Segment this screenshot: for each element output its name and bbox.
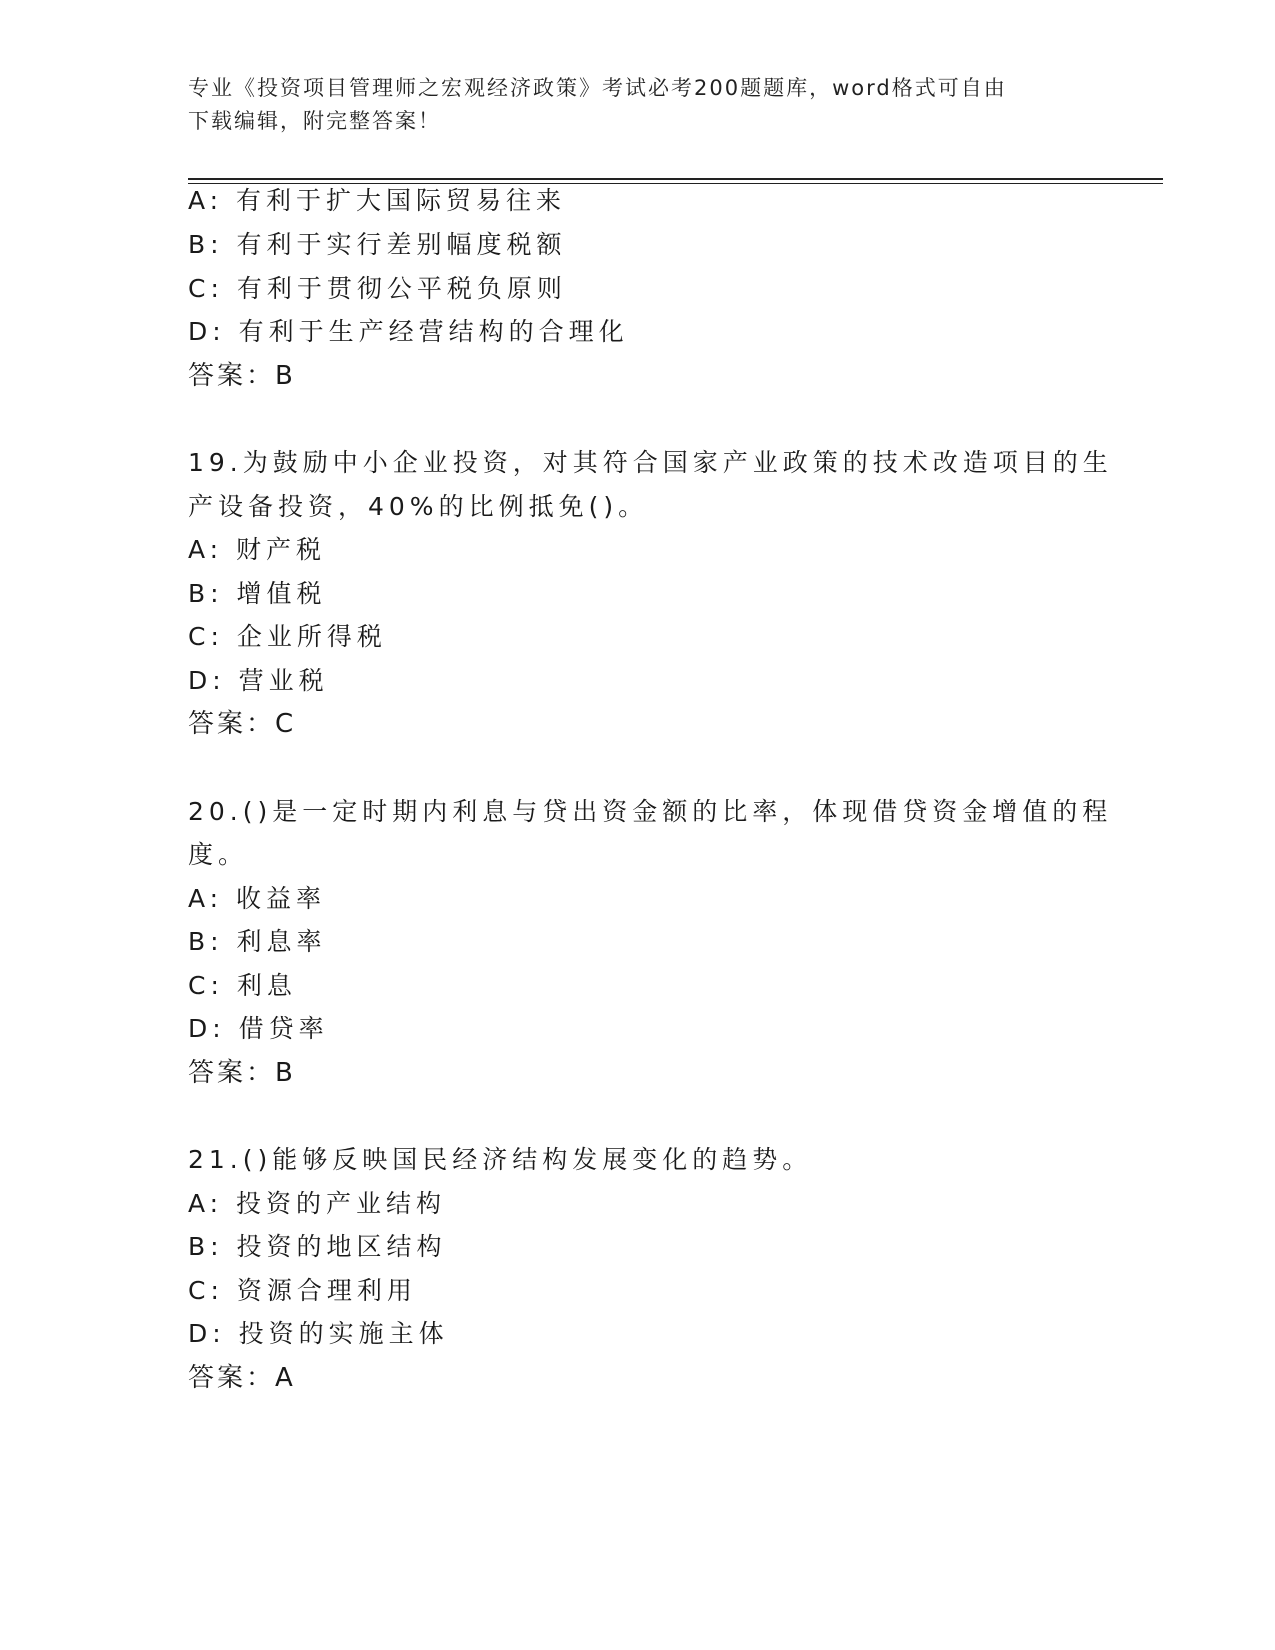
q21-option-d: D: 投资的实施主体 <box>188 1319 449 1348</box>
q18-answer: 答案：B <box>188 361 296 391</box>
q19-answer: 答案：C <box>188 709 297 739</box>
q20-answer: 答案：B <box>188 1058 296 1088</box>
q21-option-c: C: 资源合理利用 <box>188 1276 417 1305</box>
q18-option-c: C: 有利于贯彻公平税负原则 <box>188 274 567 303</box>
q18-option-d: D: 有利于生产经营结构的合理化 <box>188 317 629 346</box>
q19-stem-line-1: 19.为鼓励中小企业投资，对其符合国家产业政策的技术改造项目的生 <box>188 448 1113 477</box>
q21-option-b: B: 投资的地区结构 <box>188 1232 447 1261</box>
q20-stem-line-2: 度。 <box>188 840 249 869</box>
header-line-2: 下载编辑，附完整答案！ <box>188 109 441 133</box>
q21-option-a: A: 投资的产业结构 <box>188 1189 447 1218</box>
header-divider <box>188 178 1163 184</box>
document-header <box>188 72 1088 138</box>
q19-option-a: A: 财产税 <box>188 535 327 564</box>
q19-stem-line-2: 产设备投资，40%的比例抵免()。 <box>188 492 649 521</box>
q20-option-d: D: 借贷率 <box>188 1014 329 1043</box>
q19-option-b: B: 增值税 <box>188 579 327 608</box>
q19-option-c: C: 企业所得税 <box>188 622 387 651</box>
q21-stem-line-1: 21.()能够反映国民经济结构发展变化的趋势。 <box>188 1145 813 1174</box>
q20-stem-line-1: 20.()是一定时期内利息与贷出资金额的比率，体现借贷资金增值的程 <box>188 797 1113 826</box>
q19-option-d: D: 营业税 <box>188 666 329 695</box>
q18-option-a: A: 有利于扩大国际贸易往来 <box>188 186 567 215</box>
q20-option-a: A: 收益率 <box>188 884 327 913</box>
header-line-1: 专业《投资项目管理师之宏观经济政策》考试必考200题题库，word格式可自由 <box>188 76 1007 100</box>
q20-option-b: B: 利息率 <box>188 927 327 956</box>
q18-option-b: B: 有利于实行差别幅度税额 <box>188 230 567 259</box>
q20-option-c: C: 利息 <box>188 971 297 1000</box>
q21-answer: 答案：A <box>188 1363 296 1393</box>
